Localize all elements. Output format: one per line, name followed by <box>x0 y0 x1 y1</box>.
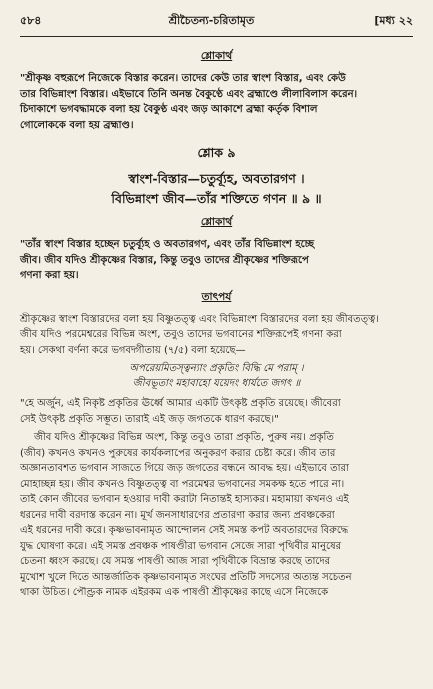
purport-line: চেতনা ধ্বংস করছে। যে সমস্ত পাষণ্ডী আজ সারা পৃথিবীকে বিভ্রান্ত করছে তাদের <box>20 556 331 567</box>
verse-text <box>20 169 413 209</box>
verse-number: শ্লোক ৯ <box>197 145 236 160</box>
translation-heading-1: শ্লোকার্থ <box>200 50 233 62</box>
purport-line: শ্রীকৃষ্ণের স্বাংশ বিস্তারদের বলা হয় বিষ্ণুতত্ত্ব এবং বিভিন্নাংশ বিস্তারদের বলা হয় জীবতত্ত্ব। <box>20 313 379 325</box>
purport-line: থাকা উচিত। পৌণ্ড্রক নামক এইরকম এক পাষণ্ডী শ্রীকৃষ্ণের কাছে এসে নিজেকে <box>20 587 329 598</box>
purport-line: যুদ্ধ ঘোষণা করে। এই সমস্ত প্রবঞ্চক পাষণ্ডীরা ভগবান সেজে সারা পৃথিবীর মানুষের <box>20 540 342 552</box>
purport-line: তাই কোন জীবের ভগবান হওয়ার দাবী করাটা নিতান্তই হাস্যকর। মহামায়া কখনও এই <box>20 494 349 505</box>
translation-line: গণনা করা হয়। <box>20 270 79 281</box>
purport-line: জীব যদিও শ্রীকৃষ্ণের বিভিন্ন অংশ, কিন্তু তবুও তারা প্রকৃতি, পুরুষ নয়। প্রকৃতি <box>34 432 334 443</box>
sanskrit-line: জীবভূতাং মহাবাহো যয়েদং ধার্যতে জগৎ ॥ <box>132 378 301 389</box>
sanskrit-line: অপরেয়মিতস্ত্বন্যাং প্রকৃতিং বিদ্ধি মে পরাম্ । <box>129 363 304 374</box>
purport-line: হয়। সেকথা বর্ণনা করে ভগবদ্গীতায় (৭/৫) বলা হয়েছে— <box>20 344 246 356</box>
sanskrit-quote <box>20 361 413 391</box>
purport-line: অজ্ঞানতাবশত ভগবান সাজতে গিয়ে জড় জগতের বন্ধনে আবদ্ধ হয়। এইভাবে তারা <box>20 463 349 474</box>
running-title: শ্রীচৈতন্য-চরিতামৃত <box>168 14 255 27</box>
page-header <box>20 12 413 37</box>
purport-paragraph-2 <box>20 396 413 427</box>
purport-paragraph-3 <box>20 430 413 601</box>
page-number: ৫৮৪ <box>20 14 42 27</box>
purport-heading: তাৎপর্য <box>201 290 232 303</box>
translation-line: "শ্রীকৃষ্ণ বহুরূপে নিজেকে বিস্তার করেন। তাদের কেউ তার স্বাংশ বিস্তার, এবং কেউ <box>20 73 346 84</box>
translation-line: গোলোককে বলা হয় ব্রহ্মাণ্ড। <box>20 119 134 131</box>
purport-line: জীব যদিও পরমেশ্বরের বিভিন্ন অংশ, তবুও তাদের ভগবানের শক্তিরূপেই গণনা করা <box>20 329 342 340</box>
purport-line: মুখোশ খুলে দিতে আন্তর্জাতিক কৃষ্ণভাবনামৃত সংঘের প্রতিটি সদস্যের অত্যন্ত সচেতন <box>20 571 352 583</box>
purport-line: মোহাচ্ছন্ন হয়। জীব কখনও বিষ্ণুতত্ত্ব বা পরমেশ্বর ভগবানের সমকক্ষ হতে পারে না। <box>20 478 345 490</box>
purport-paragraph-1 <box>20 312 413 359</box>
verse-line: বিভিন্নাংশ জীব—তাঁর শক্তিতে গণন ॥ ৯ ॥ <box>111 191 322 206</box>
translation-2 <box>20 237 413 284</box>
translation-line: চিদাকাশে ভগবদ্ধামকে বলা হয় বৈকুণ্ঠ এবং জড় আকাশে ব্রহ্মা কর্তৃক বিশাল <box>20 104 318 115</box>
chapter-reference: [মধ্য ২২ <box>374 14 413 27</box>
translation-line: তার বিভিন্নাংশ বিস্তার। এইভাবে তিনি অনন্ত বৈকুণ্ঠে এবং ব্রহ্মাণ্ডে লীলাবিলাস করেন। <box>20 88 358 100</box>
translation-1 <box>20 71 413 133</box>
purport-line: "হে অর্জুন, এই নিকৃষ্ট প্রকৃতির ঊর্ধ্বে আমার একটি উৎকৃষ্ট প্রকৃতি রয়েছে। জীবেরা <box>20 398 341 409</box>
purport-line: সেই উৎকৃষ্ট প্রকৃতি সম্ভূত। তারাই এই জড় জগতকে ধারণ করছে।" <box>20 413 279 425</box>
purport-line: এই ধরনের দাবী করে। কৃষ্ণভাবনামৃত আন্দোলন সেই সমস্ত কপট অবতারদের বিরুদ্ধে <box>20 525 349 536</box>
translation-line: জীব। জীব যদিও শ্রীকৃষ্ণের বিস্তার, কিন্তু তবুও তাদের শ্রীকৃষ্ণের শক্তিরূপে <box>20 254 309 266</box>
purport-line: (জীব) কখনও কখনও পুরুষের কার্যকলাপের অনুকরণ করার চেষ্টা করে। জীব তার <box>20 447 336 459</box>
translation-heading-2: শ্লোকার্থ <box>200 216 233 228</box>
verse-line: স্বাংশ-বিস্তার—চতুর্ব্যূহ, অবতারগণ । <box>128 171 305 186</box>
purport-line: ধরনের দাবী বরদাস্ত করেন না। মূর্খ জনসাধারণের প্রতারণা করার জন্য প্রবঞ্চকেরা <box>20 509 335 521</box>
translation-line: "তাঁর স্বাংশ বিস্তার হচ্ছেন চতুর্ব্যূহ ও অবতারগণ, এবং তাঁর বিভিন্নাংশ হচ্ছে <box>20 239 315 250</box>
